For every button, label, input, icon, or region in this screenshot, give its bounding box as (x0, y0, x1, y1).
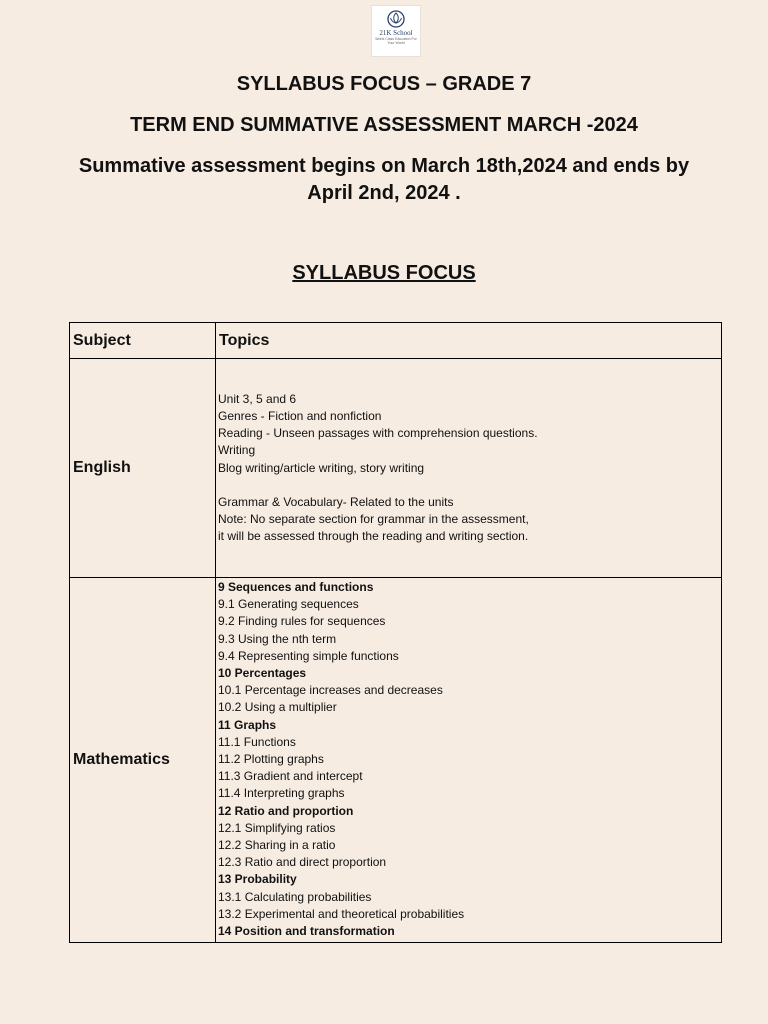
topics-cell (216, 359, 722, 578)
page-subtitle: TERM END SUMMATIVE ASSESSMENT MARCH -2024 (130, 114, 638, 136)
topic-item: 11.4 Interpreting graphs (218, 786, 345, 801)
topic-chapter: 10 Percentages (218, 666, 307, 681)
topic-item: it will be assessed through the reading and writing section. (218, 529, 529, 544)
topic-item: 10.2 Using a multiplier (218, 700, 337, 715)
topic-chapter: 13 Probability (218, 872, 297, 887)
lotus-icon (386, 10, 406, 28)
section-heading: SYLLABUS FOCUS (292, 262, 476, 284)
topic-item: 12.1 Simplifying ratios (218, 820, 336, 835)
page-title: SYLLABUS FOCUS – GRADE 7 (236, 73, 532, 95)
topic-chapter: 9 Sequences and functions (218, 580, 374, 594)
table-header-row (70, 323, 722, 359)
table-row-english (70, 359, 722, 578)
topic-chapter: 14 Position and transformation (218, 924, 395, 939)
topic-item: Grammar & Vocabulary- Related to the units (218, 494, 454, 509)
topic-item: Unit 3, 5 and 6 (218, 391, 297, 406)
topic-item: 13.1 Calculating probabilities (218, 889, 372, 904)
topic-list (218, 579, 721, 940)
syllabus-table (69, 322, 722, 943)
logo-name: 21K School (379, 29, 413, 37)
topics-column-header: Topics (216, 323, 722, 359)
topic-item: Genres - Fiction and nonfiction (218, 408, 382, 423)
table-row-mathematics (70, 578, 722, 943)
topic-item: Reading - Unseen passages with comprehension questions. (218, 426, 538, 441)
topic-item: 12.2 Sharing in a ratio (218, 838, 336, 853)
topic-item: Blog writing/article writing, story writing (218, 460, 425, 475)
topic-item: 11.1 Functions (218, 734, 296, 749)
topic-item: 11.3 Gradient and intercept (218, 769, 363, 784)
subject-cell: Mathematics (70, 578, 216, 943)
topic-item: 9.3 Using the nth term (218, 631, 337, 646)
subject-cell: English (70, 359, 216, 578)
section-heading-wrap (0, 262, 768, 285)
topic-chapter: 12 Ratio and proportion (218, 803, 354, 818)
topic-item: Note: No separate section for grammar in the assessment, (218, 511, 529, 526)
topic-item: 11.2 Plotting graphs (218, 752, 324, 767)
topic-item: Writing (218, 443, 256, 458)
topic-list (218, 391, 721, 546)
topic-item: 9.4 Representing simple functions (218, 648, 399, 663)
topic-spacer (218, 477, 721, 494)
topic-item: 12.3 Ratio and direct proportion (218, 855, 387, 870)
topics-cell (216, 578, 722, 943)
logo-tagline: World Class Education For Your World (375, 37, 417, 45)
topic-item: 10.1 Percentage increases and decreases (218, 683, 443, 698)
subject-column-header: Subject (70, 323, 216, 359)
topic-item: 9.2 Finding rules for sequences (218, 614, 386, 629)
topic-item: 13.2 Experimental and theoretical probabilities (218, 906, 465, 921)
school-logo (371, 5, 421, 57)
topic-item: 9.1 Generating sequences (218, 597, 359, 612)
topic-chapter: 11 Graphs (218, 717, 277, 732)
assessment-notice: Summative assessment begins on March 18th,2024 and ends by April 2nd, 2024 . (78, 155, 690, 204)
